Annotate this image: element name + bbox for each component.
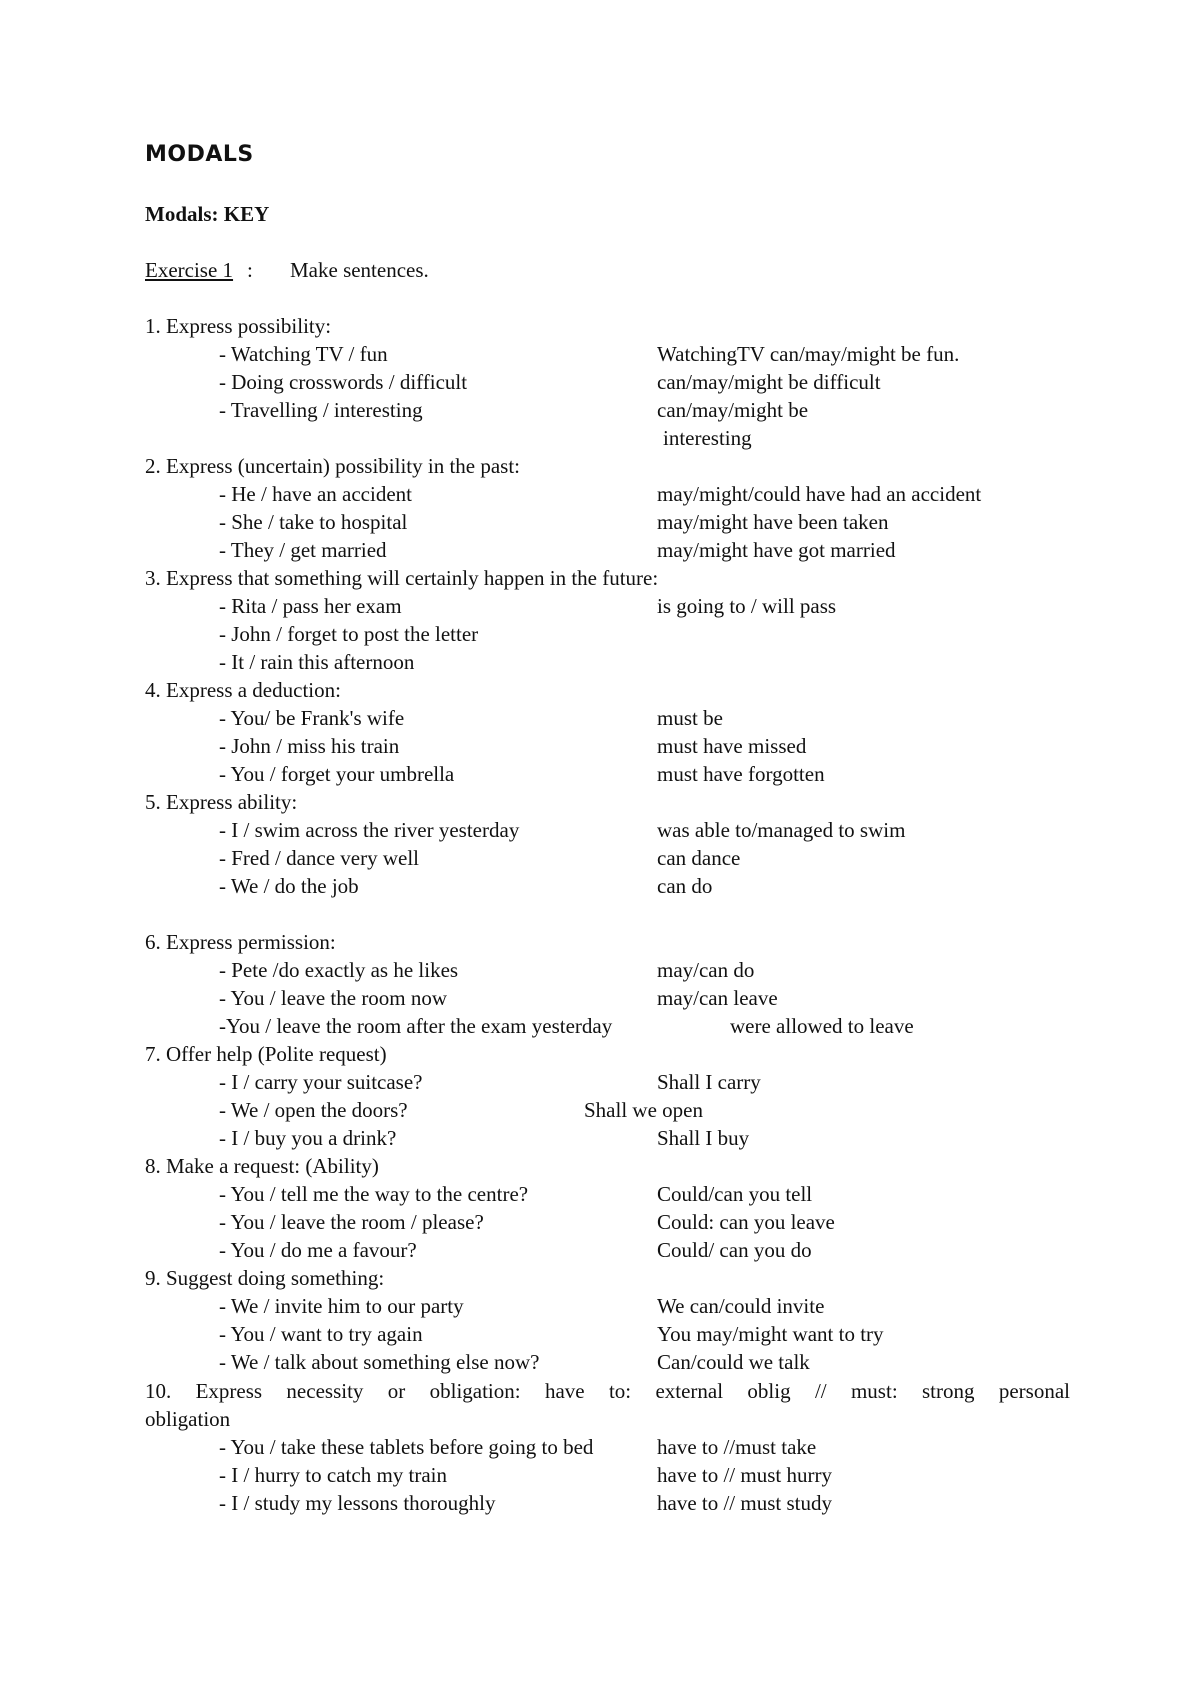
section-3-heading: 3. Express that something will certainly happen in the future: (145, 566, 659, 590)
section-3-answer-1: is going to / will pass (657, 594, 837, 618)
section-5-prompt-1: - I / swim across the river yesterday (219, 818, 520, 842)
section-8-answer-1: Could/can you tell (657, 1182, 813, 1206)
section-8-answer-2: Could: can you leave (657, 1210, 835, 1234)
section-7-prompt-1: - I / carry your suitcase? (219, 1070, 423, 1094)
section-4-answer-1: must be (657, 706, 723, 730)
section-2-heading: 2. Express (uncertain) possibility in the past: (145, 454, 521, 478)
section-10-heading: 10. Express necessity or obligation: have to: external oblig // must: strong personal (145, 1379, 1070, 1403)
section-10-prompt-1: - You / take these tablets before going to bed (219, 1435, 594, 1459)
section-8-prompt-2: - You / leave the room / please? (219, 1210, 484, 1234)
section-6-answer-1: may/can do (657, 958, 755, 982)
section-6-prompt-3: -You / leave the room after the exam yesterday (219, 1014, 613, 1038)
section-6-answer-3: were allowed to leave (730, 1014, 914, 1038)
section-1-answer-1: WatchingTV can/may/might be fun. (657, 342, 960, 366)
section-8-heading: 8. Make a request: (Ability) (145, 1154, 379, 1178)
section-7-answer-1: Shall I carry (657, 1070, 761, 1094)
section-7-answer-2: Shall we open (584, 1098, 703, 1122)
exercise-label: Exercise 1 (145, 258, 234, 282)
section-10-answer-1: have to //must take (657, 1435, 817, 1459)
section-6-answer-2: may/can leave (657, 986, 778, 1010)
section-5-answer-1: was able to/managed to swim (657, 818, 906, 842)
section-10-answer-2: have to // must hurry (657, 1463, 832, 1487)
section-10-answer-3: have to // must study (657, 1491, 832, 1515)
exercise-instruction: Make sentences. (290, 258, 429, 282)
exercise-colon: : (247, 258, 253, 282)
section-6-prompt-2: - You / leave the room now (219, 986, 448, 1010)
section-4-answer-3: must have forgotten (657, 762, 825, 786)
section-6-heading: 6. Express permission: (145, 930, 336, 954)
section-1-prompt-1: - Watching TV / fun (219, 342, 388, 366)
section-5-answer-2: can dance (657, 846, 741, 870)
page-title: MODALS (145, 142, 254, 167)
section-2-answer-3: may/might have got married (657, 538, 896, 562)
section-9-prompt-1: - We / invite him to our party (219, 1294, 464, 1318)
section-9-answer-2: You may/might want to try (657, 1322, 884, 1346)
section-1-answer-3: can/may/might be (657, 398, 809, 422)
section-1-answer-2: can/may/might be difficult (657, 370, 881, 394)
section-2-prompt-1: - He / have an accident (219, 482, 412, 506)
section-3-prompt-3: - It / rain this afternoon (219, 650, 415, 674)
section-9-heading: 9. Suggest doing something: (145, 1266, 385, 1290)
section-1-answer-3-continued: interesting (663, 426, 752, 450)
section-3-prompt-2: - John / forget to post the letter (219, 622, 479, 646)
section-5-answer-3: can do (657, 874, 713, 898)
section-2-answer-2: may/might have been taken (657, 510, 889, 534)
section-2-answer-1: may/might/could have had an accident (657, 482, 982, 506)
section-9-prompt-2: - You / want to try again (219, 1322, 423, 1346)
section-5-heading: 5. Express ability: (145, 790, 298, 814)
section-4-prompt-2: - John / miss his train (219, 734, 400, 758)
section-9-answer-3: Can/could we talk (657, 1350, 810, 1374)
section-7-prompt-2: - We / open the doors? (219, 1098, 408, 1122)
section-2-prompt-3: - They / get married (219, 538, 387, 562)
section-9-prompt-3: - We / talk about something else now? (219, 1350, 540, 1374)
section-10-prompt-3: - I / study my lessons thoroughly (219, 1491, 496, 1515)
page-subtitle: Modals: KEY (145, 202, 270, 226)
section-10-prompt-2: - I / hurry to catch my train (219, 1463, 448, 1487)
section-3-prompt-1: - Rita / pass her exam (219, 594, 402, 618)
section-7-answer-3: Shall I buy (657, 1126, 750, 1150)
section-5-prompt-3: - We / do the job (219, 874, 359, 898)
section-9-answer-1: We can/could invite (657, 1294, 825, 1318)
section-8-prompt-1: - You / tell me the way to the centre? (219, 1182, 529, 1206)
section-4-prompt-1: - You/ be Frank's wife (219, 706, 405, 730)
section-4-prompt-3: - You / forget your umbrella (219, 762, 455, 786)
section-4-heading: 4. Express a deduction: (145, 678, 341, 702)
section-1-prompt-3: - Travelling / interesting (219, 398, 423, 422)
section-7-prompt-3: - I / buy you a drink? (219, 1126, 397, 1150)
section-10-heading-continued: obligation (145, 1407, 231, 1431)
section-1-heading: 1. Express possibility: (145, 314, 332, 338)
section-1-prompt-2: - Doing crosswords / difficult (219, 370, 468, 394)
section-2-prompt-2: - She / take to hospital (219, 510, 408, 534)
section-8-answer-3: Could/ can you do (657, 1238, 812, 1262)
section-7-heading: 7. Offer help (Polite request) (145, 1042, 387, 1066)
section-5-prompt-2: - Fred / dance very well (219, 846, 420, 870)
section-6-prompt-1: - Pete /do exactly as he likes (219, 958, 459, 982)
section-4-answer-2: must have missed (657, 734, 807, 758)
section-8-prompt-3: - You / do me a favour? (219, 1238, 417, 1262)
